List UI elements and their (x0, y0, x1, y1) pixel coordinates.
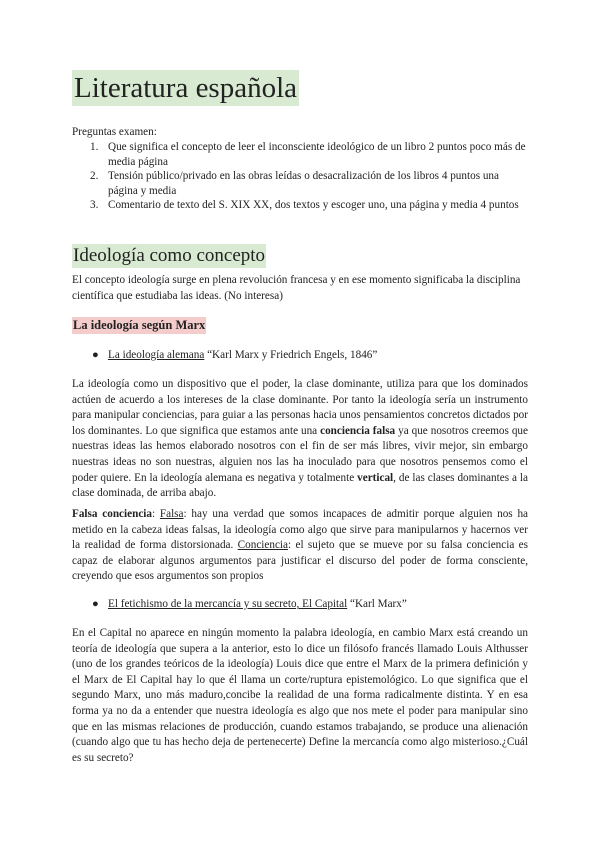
underlined-term: Conciencia (237, 539, 288, 552)
text-run: : hay una verdad que somos incapaces de admitir porque alguien nos ha metido en la cabeza ideas falsas, la ideología como algo que sirve para manipularnos y hacernos ver la realidad de forma distorsionada. (72, 508, 529, 552)
work-authors: “Karl Marx” (347, 598, 407, 610)
section-heading-ideologia: Ideología como concepto (73, 245, 266, 266)
text-run: , de las clases dominantes a la clase dominada, de arriba abajo. (72, 471, 528, 500)
paragraph-el-capital: En el Capital no aparece en ningún momento la palabra ideología, en cambio Marx está creando un teoría de ideología que supera a la anterior, esto lo dice un filósofo francés llamado Louis Althusser (uno de los grandes teóricos de la ideología) Louis dice que entre el Marx de la primera definición y el Marx de El Capital hay lo que él llama un corte/ruptura epistemológico. Lo que significa que el segundo Marx, uno más maduro,concibe la realidad de una forma radicalmente distinta. Y en esa forma ya no da a entender que nuestra ideología es algo que nos mete el poder para manipular sino que en las mismas relaciones de producción, cuando estamos trabajando, se produce una alienación (cuando algo que tu has hecho deja de pertenecerte) Define la mercancía como algo misterioso.¿Cuál es su secreto? (72, 627, 528, 764)
paragraph-definition: El concepto ideología surge en plena revolución francesa y en ese momento significaba la disciplina científica que estudiaba las ideas. (No interesa) (72, 274, 521, 302)
list-item-text: Que significa el concepto de leer el inconsciente ideológico de un libro 2 puntos poco más de media página (108, 141, 526, 168)
paragraph-falsa-conciencia (72, 507, 528, 585)
text-run: ya que nosotros creemos que nuestras ideas las hemos elaborado nosotros con el fin de ser más libres, vivir mejor, sin embargo nuestras ideas no son nuestras, alguien nos las ha inoculado para que nosotros pensemos como el poder quiere. En la ideología alemana es negativa y totalmente (72, 424, 528, 484)
text-run: : (151, 508, 160, 520)
list-item (90, 140, 530, 169)
list-number: 1. (90, 141, 99, 153)
bold-term: Falsa conciencia (72, 508, 152, 520)
bold-term: conciencia falsa (320, 424, 396, 437)
work-authors: “Karl Marx y Friedrich Engels, 1846” (204, 349, 378, 361)
work-title: La ideología alemana (108, 349, 205, 361)
paragraph-ideologia-alemana (72, 377, 528, 502)
exam-questions-list (90, 140, 530, 213)
bold-term: vertical (357, 471, 394, 484)
list-number: 3. (90, 199, 99, 211)
bullet-text (108, 597, 407, 612)
bullet-icon: ● (92, 598, 99, 610)
underlined-term: Falsa (159, 508, 184, 520)
list-item (90, 198, 530, 213)
document-title: Literatura española (74, 72, 298, 104)
exam-questions-intro: Preguntas examen: (72, 126, 157, 138)
list-item (90, 169, 530, 198)
list-item-text: Comentario de texto del S. XIX XX, dos textos y escoger uno, una página y media 4 puntos (108, 199, 519, 211)
bullet-icon: ● (92, 349, 99, 361)
list-item-text: Tensión público/privado en las obras leídas o desacralización de los libros 4 puntos una página y media (108, 170, 499, 197)
work-title: El fetichismo de la mercancía y su secreto, El Capital (108, 598, 348, 610)
text-run: : el sujeto que se mueve por su falsa conciencia es capaz de elaborar algunos argumentos para justificar el discurso del poder de forma consciente, creyendo que esos argumentos son propios (72, 539, 528, 583)
list-number: 2. (90, 170, 99, 182)
subsection-heading-marx: La ideología según Marx (73, 318, 206, 332)
bullet-text (108, 348, 377, 363)
text-run: La ideología como un dispositivo que el poder, la clase dominante, utiliza para que los dominados actúen de acuerdo a los intereses de la clase dominante. Por tanto la ideología sería un instrumento para manipular conciencias, para guiar a las personas hacia unos pensamientos concretos dictados por los dominantes. Lo que significa que estamos ante una (72, 378, 528, 437)
